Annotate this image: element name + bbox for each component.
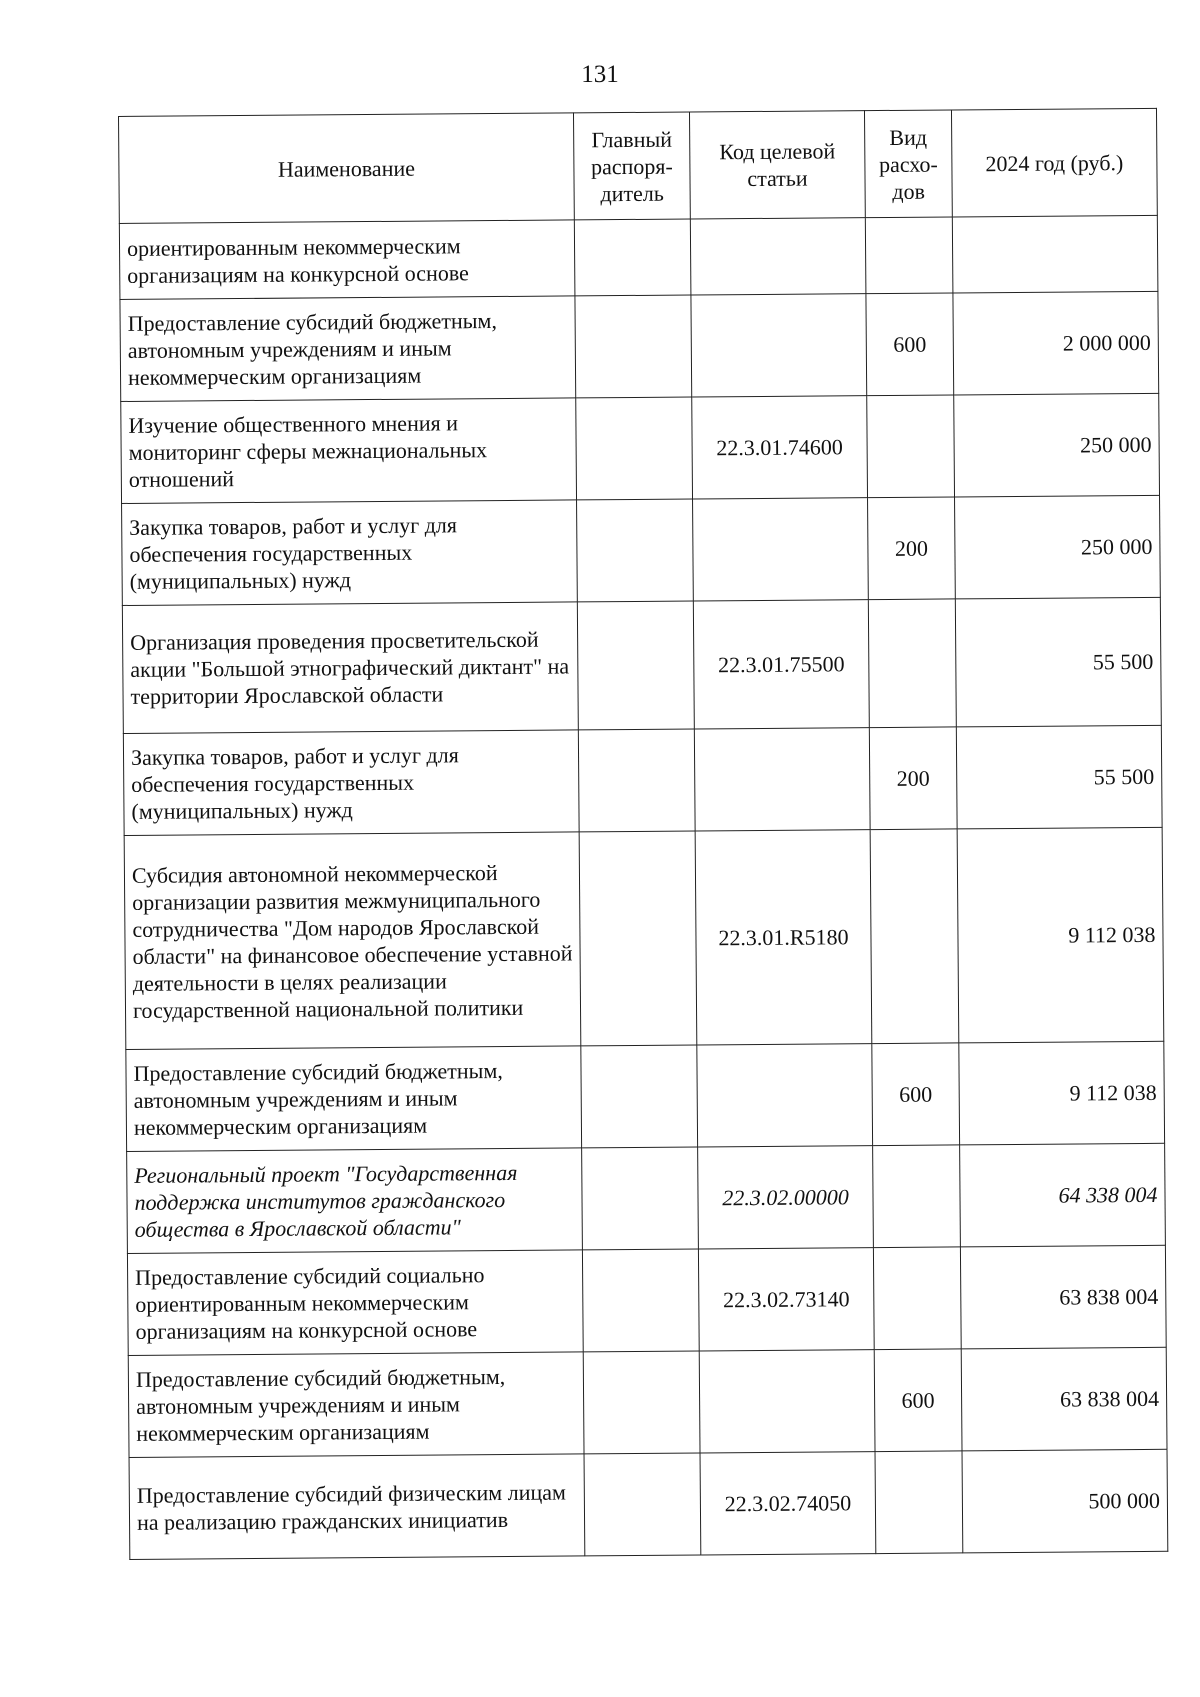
cell-amount: 500 000 [962, 1449, 1168, 1553]
cell-name: Организация проведения просветительской акции "Большой этнографический диктант" на территории Ярославской области [122, 602, 578, 734]
cell-target-code [697, 1044, 873, 1147]
cell-main-admin [577, 601, 694, 730]
cell-name: Предоставление субсидий социально ориентированным некоммерческим организациям на конкурсной основе [127, 1250, 583, 1356]
table-row [120, 291, 1159, 401]
cell-amount: 55 500 [955, 597, 1161, 727]
cell-target-code: 22.3.01.R5180 [695, 830, 872, 1045]
cell-main-admin [576, 397, 693, 500]
cell-amount: 9 112 038 [959, 1041, 1165, 1145]
table-row [122, 495, 1161, 605]
cell-name: Предоставление субсидий бюджетным, автономным учреждениям и иным некоммерческим организациям [126, 1046, 582, 1152]
cell-expense-type [870, 829, 959, 1044]
cell-target-code: 22.3.01.74600 [692, 396, 868, 499]
cell-expense-type [865, 217, 953, 294]
cell-expense-type: 600 [874, 1349, 962, 1452]
table-row [122, 597, 1161, 733]
table-row [127, 1143, 1166, 1253]
cell-amount: 63 838 004 [960, 1245, 1166, 1349]
header-amount: 2024 год (руб.) [951, 108, 1157, 217]
cell-name: ориентированным некоммерческим организациям на конкурсной основе [119, 220, 575, 300]
cell-main-admin [583, 1351, 700, 1454]
cell-main-admin [582, 1147, 699, 1250]
cell-expense-type [873, 1145, 961, 1248]
budget-table [118, 108, 1168, 1560]
table-row [128, 1347, 1167, 1457]
header-expense-type: Вид расхо-дов [864, 110, 952, 218]
cell-expense-type: 600 [866, 293, 954, 396]
cell-name: Изучение общественного мнения и мониторинг сферы межнациональных отношений [121, 398, 577, 504]
table-row [126, 1041, 1165, 1151]
table-body [119, 215, 1167, 1559]
cell-main-admin [582, 1249, 699, 1352]
cell-name: Предоставление субсидий бюджетным, автономным учреждениям и иным некоммерческим организациям [120, 296, 576, 402]
header-target-code: Код целевой статьи [689, 111, 865, 219]
cell-main-admin [575, 295, 692, 398]
cell-main-admin [579, 831, 697, 1046]
cell-amount [952, 215, 1158, 293]
cell-target-code [693, 498, 869, 601]
header-main-admin: Главный распоря-дитель [573, 112, 690, 220]
cell-expense-type: 200 [869, 727, 957, 830]
cell-target-code: 22.3.02.73140 [698, 1248, 874, 1351]
page-number: 131 [581, 61, 619, 88]
cell-target-code [690, 218, 866, 295]
cell-amount: 55 500 [956, 725, 1162, 829]
cell-name: Предоставление субсидий физическим лицам на реализацию гражданских инициатив [129, 1454, 585, 1560]
cell-main-admin [584, 1453, 701, 1556]
cell-name: Субсидия автономной некоммерческой организации развития межмуниципального сотрудничества "Дом народов Ярославской области" на финансовое обеспечение уставной деятельности в целях реализации государственной национальной политики [124, 832, 581, 1050]
header-name: Наименование [119, 113, 575, 224]
cell-expense-type [875, 1451, 963, 1554]
table-row [123, 725, 1162, 835]
cell-expense-type [868, 599, 956, 728]
cell-target-code [691, 294, 867, 397]
cell-expense-type [873, 1247, 961, 1350]
cell-expense-type: 200 [868, 497, 956, 600]
table-header-row [119, 108, 1158, 223]
cell-amount: 63 838 004 [961, 1347, 1167, 1451]
cell-amount: 2 000 000 [953, 291, 1159, 395]
cell-amount: 9 112 038 [957, 827, 1164, 1043]
table-row [124, 827, 1164, 1049]
cell-main-admin [577, 499, 694, 602]
cell-main-admin [581, 1045, 698, 1148]
cell-name: Закупка товаров, работ и услуг для обеспечения государственных (муниципальных) нужд [122, 500, 578, 606]
table-row [119, 215, 1158, 299]
cell-amount: 250 000 [954, 393, 1160, 497]
cell-name: Региональный проект "Государственная поддержка институтов гражданского общества в Ярославской области" [127, 1148, 583, 1254]
cell-expense-type [867, 395, 955, 498]
cell-target-code [694, 728, 870, 831]
cell-target-code: 22.3.02.00000 [698, 1146, 874, 1249]
cell-main-admin [578, 729, 695, 832]
cell-name: Предоставление субсидий бюджетным, автономным учреждениям и иным некоммерческим организациям [128, 1352, 584, 1458]
table-row [127, 1245, 1166, 1355]
cell-target-code: 22.3.01.75500 [693, 600, 869, 729]
cell-amount: 64 338 004 [960, 1143, 1166, 1247]
cell-target-code [699, 1350, 875, 1453]
cell-target-code: 22.3.02.74050 [700, 1452, 876, 1555]
cell-amount: 250 000 [955, 495, 1161, 599]
cell-expense-type: 600 [872, 1043, 960, 1146]
cell-name: Закупка товаров, работ и услуг для обеспечения государственных (муниципальных) нужд [123, 730, 579, 836]
table-row [121, 393, 1160, 503]
table-row [129, 1449, 1168, 1559]
cell-main-admin [574, 219, 691, 296]
